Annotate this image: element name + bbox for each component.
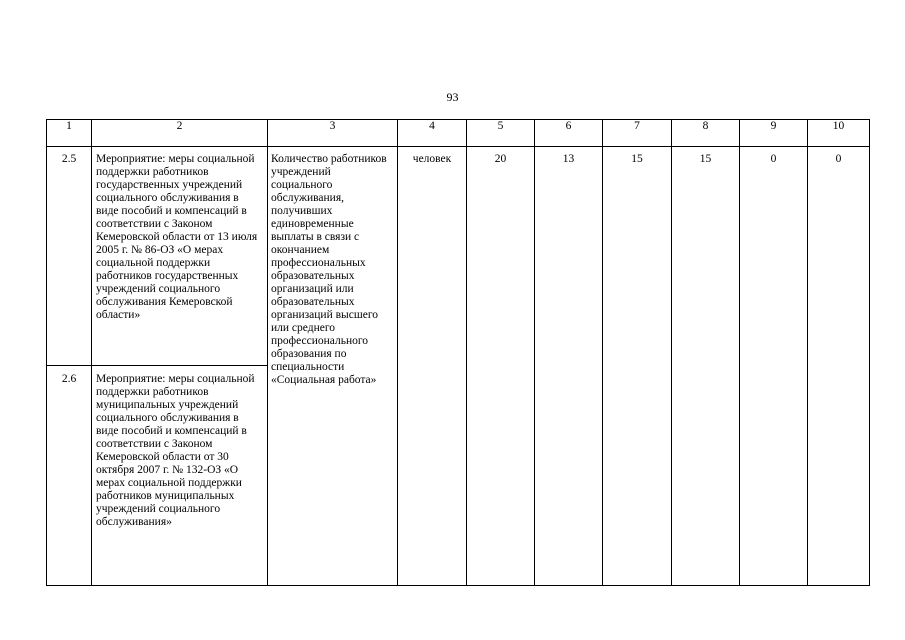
- value-cell: 15: [603, 147, 672, 586]
- value-cell: 0: [808, 147, 870, 586]
- row-number: 2.5: [47, 147, 92, 366]
- column-header: 3: [268, 120, 398, 147]
- table-header-row: [47, 120, 870, 147]
- value-cell: 20: [467, 147, 535, 586]
- indicator-description: Количество работников учреждений социального обслуживания, получивших единовременные выплаты в связи с окончанием профессиональных образовательных организаций или образовательных организаций высшего или среднего профессионального образования по специальности «Социальная работа»: [268, 147, 398, 586]
- measure-description: Мероприятие: меры социальной поддержки работников государственных учреждений социального обслуживания в виде пособий и компенсаций в соответствии с Законом Кемеровской области от 13 июля 2005 г. № 86-ОЗ «О мерах социальной поддержки работников государственных учреждений социального обслуживания Кемеровской области»: [92, 147, 268, 366]
- column-header: 4: [398, 120, 467, 147]
- page-number: 93: [446, 90, 459, 104]
- unit-cell: человек: [398, 147, 467, 586]
- value-cell: 0: [740, 147, 808, 586]
- row-number: 2.6: [47, 366, 92, 586]
- column-header: 5: [467, 120, 535, 147]
- column-header: 7: [603, 120, 672, 147]
- column-header: 1: [47, 120, 92, 147]
- column-header: 6: [535, 120, 603, 147]
- data-table: [46, 119, 870, 586]
- table-row: [47, 147, 870, 366]
- value-cell: 15: [672, 147, 740, 586]
- measure-description: Мероприятие: меры социальной поддержки работников муниципальных учреждений социального обслуживания в виде пособий и компенсаций в соответствии с Законом Кемеровской области от 30 октября 2007 г. № 132-ОЗ «О мерах социальной поддержки работников муниципальных учреждений социального обслуживания»: [92, 366, 268, 586]
- value-cell: 13: [535, 147, 603, 586]
- column-header: 8: [672, 120, 740, 147]
- column-header: 2: [92, 120, 268, 147]
- column-header: 10: [808, 120, 870, 147]
- column-header: 9: [740, 120, 808, 147]
